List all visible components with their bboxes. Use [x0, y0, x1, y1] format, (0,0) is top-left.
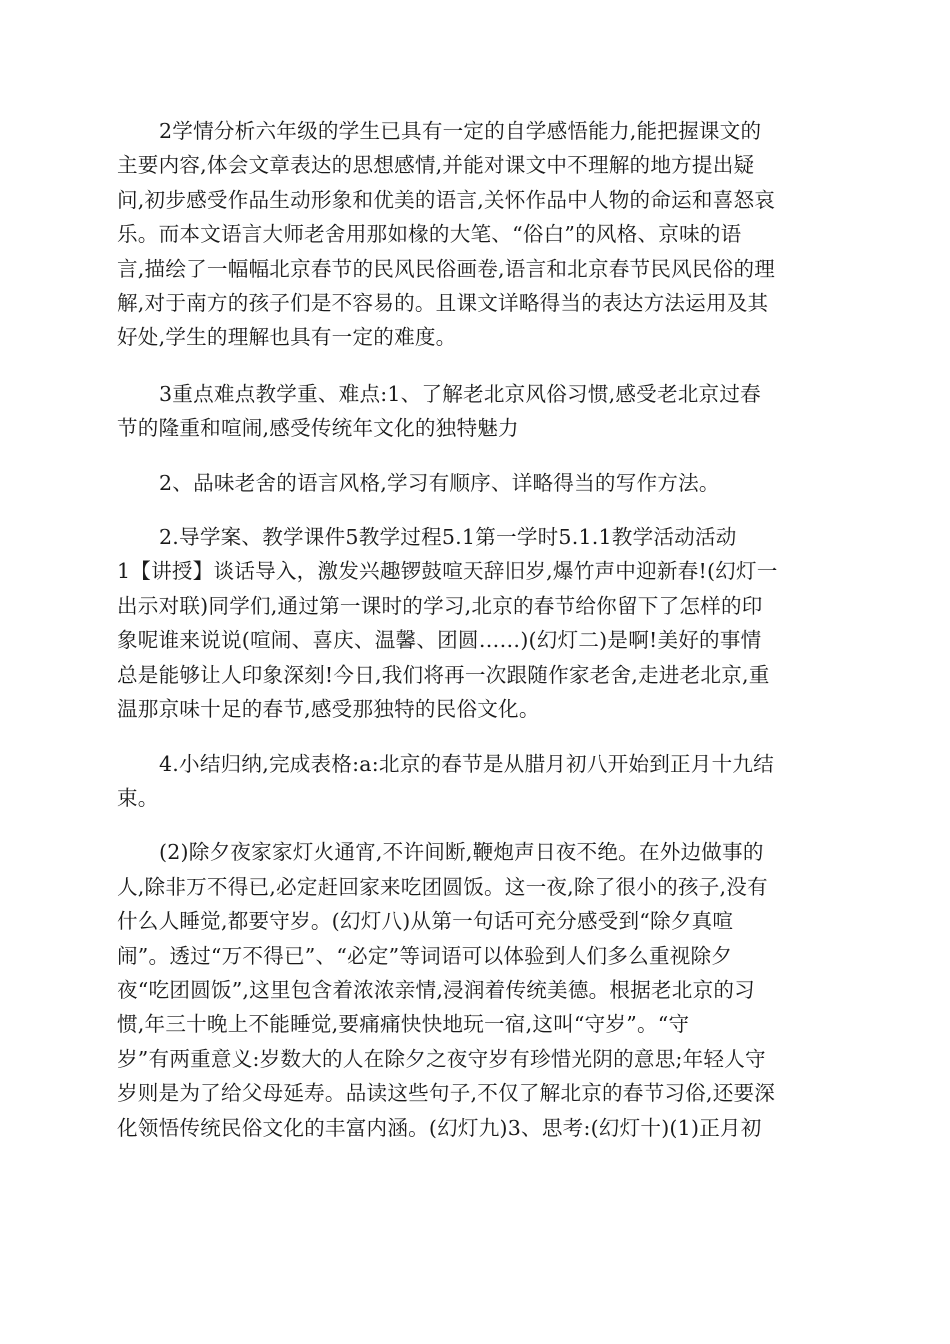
paragraph-key-difficulties: 3重点难点教学重、难点:1、了解老北京风俗习惯,感受老北京过春 节的隆重和喧闹,感受传统年文化的独特魅力 [117, 381, 761, 441]
paragraph-summary-table: 4.小结归纳,完成表格:a:北京的春节是从腊月初八开始到正月十九结 束。 [117, 751, 774, 810]
paragraph-language-style: 2、品味老舍的语言风格,学习有顺序、详略得当的写作方法。 [159, 470, 720, 495]
document-body [117, 114, 835, 1145]
paragraph-teaching-process: 2.导学案、教学课件5教学过程5.1第一学时5.1.1教学活动活动 1【讲授】谈话导入，激发兴趣锣鼓喧天辞旧岁,爆竹声中迎新春!(幻灯一 出示对联)同学们,通过第一课时的学习,北京的春节给你留下了怎样的印 象呢谁来说说(喧闹、喜庆、温馨、团圆……)(幻灯二)是啊!美好的事情 总是能够让人印象深刻!今日,我们将再一次跟随作家老舍,走进老北京,重 温那京味十足的春节,感受那独特的民俗文化。 [117, 525, 778, 722]
paragraph-new-year-eve: (2)除夕夜家家灯火通宵,不许间断,鞭炮声日夜不绝。在外边做事的 人,除非万不得已,必定赶回家来吃团圆饭。这一夜,除了很小的孩子,没有 什么人睡觉,都要守岁。(幻灯八)从第一句话可充分感受到“除夕真喧 闹”。透过“万不得已”、“必定”等词语可以体验到人们多么重视除夕 夜“吃团圆饭”,这里包含着浓浓亲情,浸润着传统美德。根据老北京的习 惯,年三十晚上不能睡觉,要痛痛快快地玩一宿,这叫“守岁”。“守 岁”有两重意义:岁数大的人在除夕之夜守岁有珍惜光阴的意思;年轻人守 岁则是为了给父母延寿。品读这些句子,不仅了解北京的春节习俗,还要深 化领悟传统民俗文化的丰富内涵。(幻灯九)3、思考:(幻灯十)(1)正月初 [117, 840, 776, 1140]
paragraph-student-analysis: 2学情分析六年级的学生已具有一定的自学感悟能力,能把握课文的 主要内容,体会文章表达的思想感情,并能对课文中不理解的地方提出疑 问,初步感受作品生动形象和优美的语言,关怀作品中人物的命运和喜怒哀 乐。而本文语言大师老舍用那如椽的大笔、“俗白”的风格、京味的语 言,描绘了一幅幅北京春节的民风民俗画卷,语言和北京春节民风民俗的理 解,对于南方的孩子们是不容易的。且课文详略得当的表达方法运用及其 好处,学生的理解也具有一定的难度。 [117, 119, 776, 350]
